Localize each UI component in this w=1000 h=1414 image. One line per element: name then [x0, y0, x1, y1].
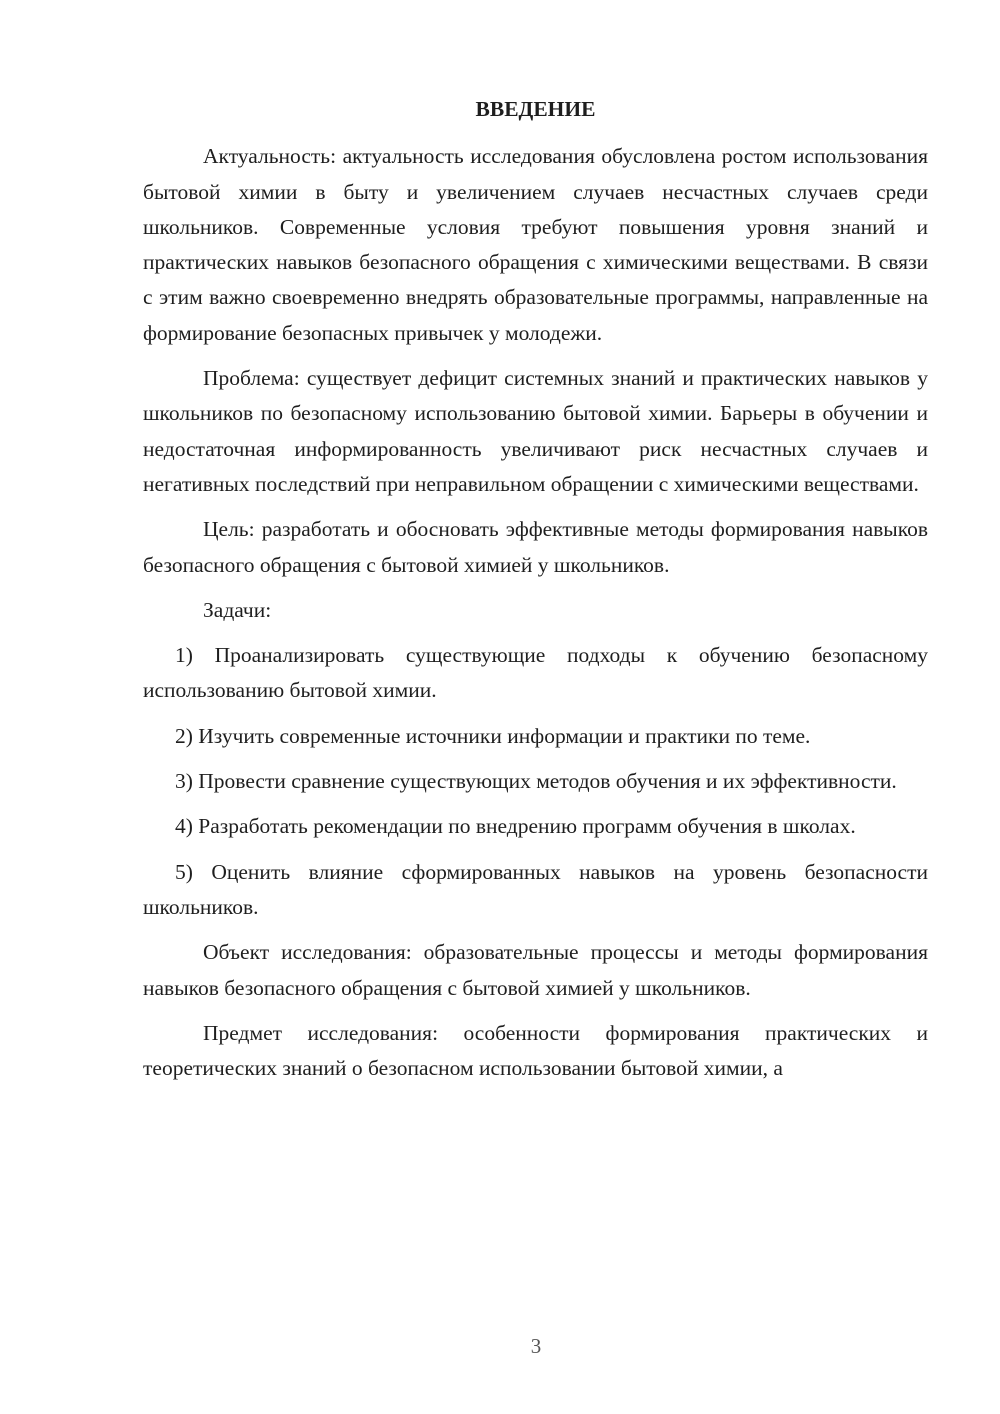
task-item-3: 3) Провести сравнение существующих методов обучения и их эффективности. [175, 769, 897, 794]
task-item-2: 2) Изучить современные источники информации и практики по теме. [175, 723, 811, 748]
problem-paragraph: Проблема: существует дефицит системных знаний и практических навыков у школьников по безопасному использованию бытовой химии. Барьеры в обучении и недостаточная информированность увеличивают риск несчастных случаев и негативных последствий при неправильном обращении с химическими веществами. [143, 366, 928, 496]
task-item-4: 4) Разработать рекомендации по внедрению программ обучения в школах. [175, 814, 856, 839]
goal-paragraph: Цель: разработать и обосновать эффективные методы формирования навыков безопасного обращения с бытовой химией у школьников. [143, 517, 928, 577]
section-title: ВВЕДЕНИЕ [475, 97, 596, 121]
object-paragraph: Объект исследования: образовательные процессы и методы формирования навыков безопасного обращения с бытовой химией у школьников. [143, 940, 928, 1000]
page-content [143, 92, 928, 1096]
relevance-paragraph: Актуальность: актуальность исследования обусловлена ростом использования бытовой химии в быту и увеличением случаев несчастных случаев среди школьников. Современные условия требуют повышения уровня знаний и практических навыков безопасного обращения с химическими веществами. В связи с этим важно своевременно внедрять образовательные программы, направленные на формирование безопасных привычек у молодежи. [143, 144, 928, 345]
task-item-1: 1) Проанализировать существующие подходы к обучению безопасному использованию бытовой химии. [143, 643, 928, 703]
tasks-heading: Задачи: [203, 597, 272, 622]
page-number: 3 [530, 1334, 542, 1358]
subject-paragraph: Предмет исследования: особенности формирования практических и теоретических знаний о безопасном использовании бытовой химии, а [143, 1020, 928, 1081]
task-item-5: 5) Оценить влияние сформированных навыков на уровень безопасности школьников. [143, 859, 928, 919]
